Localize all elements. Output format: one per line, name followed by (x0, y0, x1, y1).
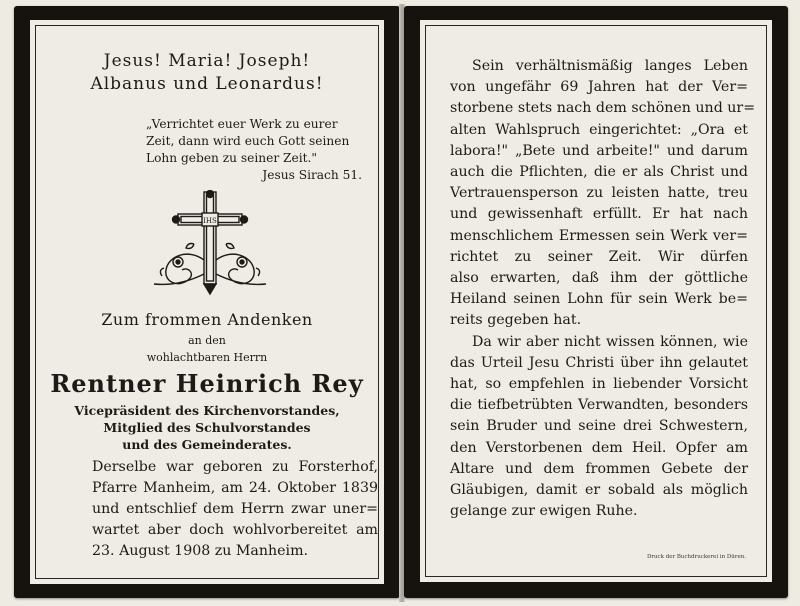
bio-line-2: Pfarre Manheim, am 24. Oktober 1839 (92, 480, 378, 496)
deceased-titles (30, 402, 384, 453)
biography (92, 457, 378, 562)
printer-imprint: Druck der Buchdruckerei in Düren. (646, 554, 746, 560)
eulogy-line-15: das Urteil Jesu Christi über ihn gelautet (450, 354, 748, 371)
title-line-3: und des Gemeinderates. (122, 437, 292, 452)
eulogy-line-6: auch die Pflichten, die er als Christ und (450, 164, 748, 181)
eulogy-line-13: reits gegeben hat. (450, 312, 582, 329)
ornamental-cross-icon (148, 190, 272, 298)
eulogy-line-22: gelange zur ewigen Ruhe. (450, 503, 638, 520)
eulogy-line-17: die tiefbetrübten Verwandten, besonders (450, 397, 748, 414)
eulogy-line-14: Da wir aber nicht wissen können, wie (472, 333, 748, 350)
quote-source: Jesus Sirach 51. (262, 168, 362, 182)
eulogy-line-7: Vertrauensperson zu leisten hatte, treu (450, 185, 748, 202)
right-page-border (404, 6, 788, 598)
quote-line-1: „Verrichtet euer Werk zu eurer (146, 117, 338, 131)
title-line-2: Mitglied des Schulvorstandes (103, 420, 311, 435)
invocation-line-2: Albanus und Leonardus! (90, 74, 324, 94)
eulogy-line-20: Altare und dem frommen Gebete der (450, 460, 748, 477)
eulogy-line-10: richtet zu seiner Zeit. Wir dürfen (450, 248, 748, 265)
bio-line-4: wartet aber doch wohlvorbereitet am (92, 522, 378, 538)
scripture-quote (146, 116, 362, 167)
eulogy-line-19: den Verstorbenen dem Heil. Opfer am (450, 439, 748, 456)
eulogy-line-18: sein Bruder und seine drei Schwestern, (450, 418, 748, 435)
eulogy-line-2: von ungefähr 69 Jahren hat der Ver= (450, 79, 748, 96)
title-line-1: Vicepräsident des Kirchenvorstandes, (74, 403, 340, 418)
quote-line-2: Zeit, dann wird euch Gott seinen (146, 134, 350, 148)
eulogy-line-8: und gewissenhaft erfüllt. Er hat nach (450, 206, 748, 223)
eulogy-line-21: Gläubigen, damit er sobald als möglich (450, 482, 748, 499)
quote-line-3: Lohn geben zu seiner Zeit." (146, 151, 317, 165)
invocation (30, 50, 384, 96)
eulogy-line-1: Sein verhältnismäßig langes Leben (472, 58, 748, 74)
eulogy-line-5: labora!" „Bete und arbeite!" und darum (450, 142, 748, 159)
eulogy-line-12: Heiland seinen Lohn für sein Werk be= (450, 291, 748, 308)
wohlachtbaren-text: wohlachtbaren Herrn (146, 351, 268, 364)
bio-line-3: und entschlief dem Herrn zwar uner= (92, 501, 378, 517)
svg-text:IHS: IHS (203, 217, 217, 225)
eulogy-line-11: also erwarten, daß ihm der göttliche (450, 270, 748, 287)
eulogy-line-3: storbene stets nach dem schönen und ur= (450, 100, 756, 117)
invocation-line-1: Jesus! Maria! Joseph! (103, 51, 311, 71)
an-den-text: an den (188, 334, 226, 347)
eulogy-line-4: alten Wahlspruch eingerichtet: „Ora et (450, 121, 748, 138)
memoriam-heading: Zum frommen Andenken (101, 310, 313, 329)
eulogy-line-16: hat, so empfehlen in liebender Vorsicht (450, 376, 748, 393)
right-page (420, 20, 772, 582)
eulogy-text (450, 56, 756, 522)
bio-line-1: Derselbe war geboren zu Forsterhof, (92, 459, 378, 475)
eulogy-line-9: menschlichem Ermessen sein Werk ver= (450, 227, 748, 244)
bio-line-5: 23. August 1908 zu Manheim. (92, 543, 309, 559)
deceased-name: Rentner Heinrich Rey (50, 369, 364, 398)
